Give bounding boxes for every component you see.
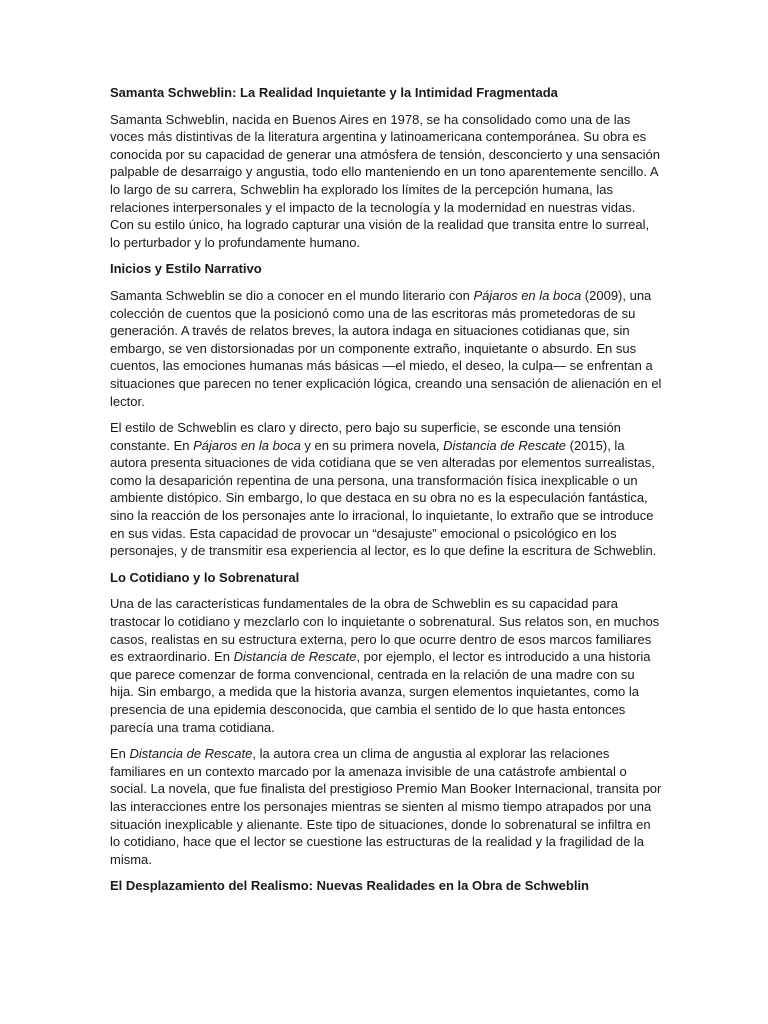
book-title: Distancia de Rescate [443, 437, 567, 453]
inicios-paragraph-2 [110, 419, 662, 560]
section-heading-desplazamiento: El Desplazamiento del Realismo: Nuevas Realidades en la Obra de Schweblin [110, 878, 589, 894]
intro-paragraph: Samanta Schweblin, nacida en Buenos Aires en 1978, se ha consolidado como una de las voces más distintivas de la literatura argentina y latinoamericana contemporánea. Su obra es conocida por su capacidad de generar una atmósfera de tensión, desconcierto y una sensación palpable de desarraigo y angustia, todo ello manteniendo en un tono aparentemente sencillo. A lo largo de su carrera, Schweblin ha explorado los límites de la percepción humana, las relaciones interpersonales y el impacto de la tecnología y la modernidad en nuestras vidas. Con su estilo único, ha logrado capturar una visión de la realidad que transita entre lo surreal, lo perturbador y lo profundamente humano. [110, 111, 660, 250]
section-heading-inicios: Inicios y Estilo Narrativo [110, 261, 262, 277]
book-title: Pájaros en la boca [473, 287, 582, 303]
text-run: , por ejemplo, el lector es introducido a una historia que parece comenzar de forma convencional, centrada en la relación de una madre con su hija. Sin embargo, a medida que la historia avanza, surgen elementos inquietantes, como la presencia de una epidemia desconocida, que cambia el sentido de lo que hasta entonces parecía una trama cotidiana. [110, 649, 651, 735]
section-heading-cotidiano: Lo Cotidiano y lo Sobrenatural [110, 569, 300, 585]
text-run: En [110, 746, 130, 762]
text-run: Una de las características fundamentales de la obra de Schweblin es su capacidad para trastocar lo cotidiano y mezclarlo con lo inquietante o sobrenatural. Sus relatos son, en muchos casos, realistas en su estructura externa, pero lo que ocurre dentro de esos marcos familiares es extraordinario. En [110, 596, 660, 665]
text-run: (2015), la autora presenta situaciones de vida cotidiana que se ven alteradas por elementos surrealistas, como la desaparición repentina de una persona, una transformación física inexplicable o un ambiente distópico. Sin embargo, lo que destaca en su obra no es la especulación fantástica, sino la reacción de los personajes ante lo irracional, lo inquietante, lo extraño que se introduce en sus vidas. Esta capacidad de provocar un “desajuste” emocional o psicológico en los personajes, y de transmitir esa experiencia al lector, es lo que define la escritura de Schweblin. [110, 437, 657, 559]
document-page [110, 84, 662, 904]
cotidiano-paragraph-2 [110, 745, 662, 868]
text-run: Samanta Schweblin se dio a conocer en el mundo literario con [110, 287, 474, 303]
text-run: , la autora crea un clima de angustia al explorar las relaciones familiares en un contexto marcado por la amenaza invisible de una catástrofe ambiental o social. La novela, que fue finalista del prestigioso Premio Man Booker Internacional, transita por las interacciones entre los personajes mientras se sienten al mismo tiempo atrapados por una situación inexplicable y alienante. Este tipo de situaciones, donde lo sobrenatural se infiltra en lo cotidiano, hace que el lector se cuestione las estructuras de la realidad y la fragilidad de la misma. [110, 746, 662, 867]
text-run: y en su primera novela, [300, 437, 444, 453]
inicios-paragraph-1 [110, 287, 662, 410]
cotidiano-paragraph-1 [110, 595, 662, 736]
text-run: El estilo de Schweblin es claro y directo, pero bajo su superficie, se esconde una tensión constante. En [110, 420, 621, 453]
book-title: Distancia de Rescate [129, 746, 253, 762]
document-title: Samanta Schweblin: La Realidad Inquietante y la Intimidad Fragmentada [110, 85, 558, 100]
book-title: Pájaros en la boca [193, 437, 301, 453]
text-run: (2009), una colección de cuentos que la posicionó como una de las escritoras más prometedoras de su generación. A través de relatos breves, la autora indaga en situaciones cotidianas que, sin embargo, se ven distorsionadas por un componente extraño, inquietante o absurdo. En sus cuentos, las emociones humanas más básicas —el miedo, el deseo, la culpa— se enfrentan a situaciones que parecen no tener explicación lógica, creando una sensación de alienación en el lector. [110, 287, 662, 409]
book-title: Distancia de Rescate [233, 649, 357, 665]
